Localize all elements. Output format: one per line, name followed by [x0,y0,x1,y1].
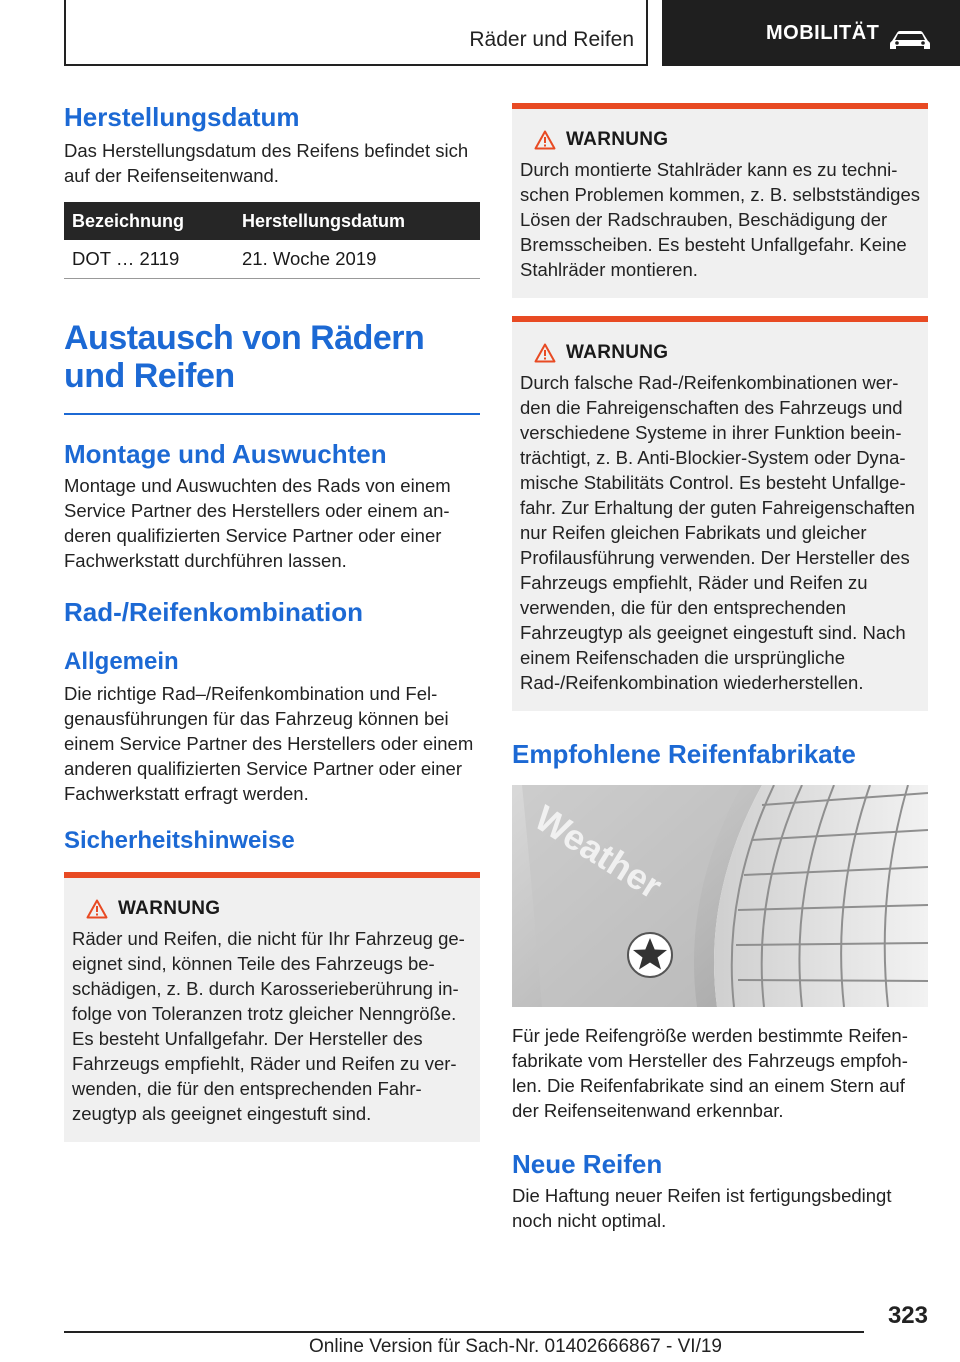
warning-header [520,342,920,364]
warning-box [512,316,928,711]
herstellungsdatum-text: Das Herstellungsdatum des Reifens befindet sich auf der Reifenseitenwand. [64,140,469,186]
warning-text: Durch montierte Stahlräder kann es zu technischen Problemen kommen, z. B. selbstständiges Lösen der Radschrauben, Beschädigung der Bremsscheiben. Es besteht Unfallgefahr. Keine Stahlräder montieren. [520,159,920,280]
fabrikate-text: Für jede Reifengröße werden bestimmte Reifenfabrikate vom Hersteller des Fahrzeugs empfohlen. Die Reifenfabrikate sind an einem Stern auf der Reifenseitenwand erkennbar. [512,1025,908,1121]
warning-label: WARNUNG [566,129,669,150]
header-bottom-border [64,64,648,66]
header-left-border [64,0,66,66]
header-tab-label: MOBILITÄT [766,21,880,44]
neue-reifen-heading: Neue Reifen [512,1149,663,1179]
table-header-row [64,202,480,240]
montage-text: Montage und Auswuchten des Rads von einem Service Partner des Herstellers oder einem anderen qualifizierten Service Partner oder einer Fachwerkstatt durchführen lassen. [64,474,451,571]
section-rule [64,413,480,415]
warning-triangle-icon [534,343,556,363]
warning-box [64,872,480,1142]
fabrikate-heading: Empfohlene Reifenfabrikate [512,739,856,769]
warning-header [520,129,920,151]
kombination-heading: Rad-/Reifenkombination [64,596,364,627]
allgemein-heading: Allgemein [64,647,179,675]
footer-rule [64,1331,864,1333]
warning-text: Räder und Reifen, die nicht für Ihr Fahrzeug geeignet sind, können Teile des Fahrzeugs beschädigen, z. B. durch Karosserieberührung infolge von Toleranzen trotz gleicher Nenngröße. Es besteht Unfallgefahr. Der Hersteller des Fahrzeugs empfiehlt, Räder und Reifen zu verwenden, die für den entsprechenden Fahrzeugtyp als geeignet eingestuft sind. [72,927,465,1124]
sicherheit-heading: Sicherheitshinweise [64,826,295,854]
warning-triangle-icon [86,899,108,919]
table-row [64,240,480,278]
herstellungsdatum-heading: Herstellungsdatum [64,102,300,132]
header-divider [646,0,648,66]
header-tab [662,0,960,66]
table-header-cell: Bezeichnung [64,202,234,240]
table-cell: 21. Woche 2019 [234,240,480,278]
warning-label: WARNUNG [118,897,221,919]
tire-illustration [512,785,928,1007]
page-number: 323 [887,1302,928,1329]
allgemein-text: Die richtige Rad–/Reifenkombination und Felgenausführungen für das Fahrzeug können bei einem Service Partner des Herstellers oder einem anderen qualifizierten Service Partner oder einer Fachwerkstatt erfragt werden. [64,682,474,804]
warning-triangle-icon [534,130,556,150]
car-icon [888,28,932,52]
tire-brand-text: Weather [527,797,670,907]
austausch-heading: Austausch von Rädern und Reifen [64,318,425,395]
footer-text: Online Version für Sach-Nr. 01402666867 - VI/19 [309,1336,722,1357]
right-column [512,103,928,1233]
warning-box [512,103,928,298]
warning-text: Durch falsche Rad-/Reifenkombinationen werden die Fahreigenschaften des Fahrzeugs und verschiedene Systeme in ihrer Funktion beeinträchtigt, z. B. Anti-Blockier-System oder Dynamische Stabilitäts Control. Es besteht Unfallgefahr. Zur Erhaltung der guten Fahreigenschaften nur Reifen gleichen Fabrikats und gleicher Profilausführung verwenden. Der Hersteller des Fahrzeugs empfiehlt, Räder und Reifen zu verwenden, die für den entsprechenden Fahrzeugtyp als geeignet eingestuft sind. Nach einem Reifenschaden die ursprüngliche Rad-/Reifenkombination wiederherstellen. [520,372,915,693]
left-column [64,100,480,1142]
warning-label: WARNUNG [566,342,669,363]
header-section-title: Räder und Reifen [469,28,634,51]
tire-sidewall-image [512,785,928,1007]
warning-header [72,898,472,920]
date-table [64,202,480,279]
neue-reifen-text: Die Haftung neuer Reifen ist fertigungsbedingt noch nicht optimal. [512,1185,892,1231]
montage-heading: Montage und Auswuchten [64,438,387,469]
table-header-cell: Herstellungsdatum [234,202,480,240]
table-cell: DOT … 2119 [64,240,234,278]
